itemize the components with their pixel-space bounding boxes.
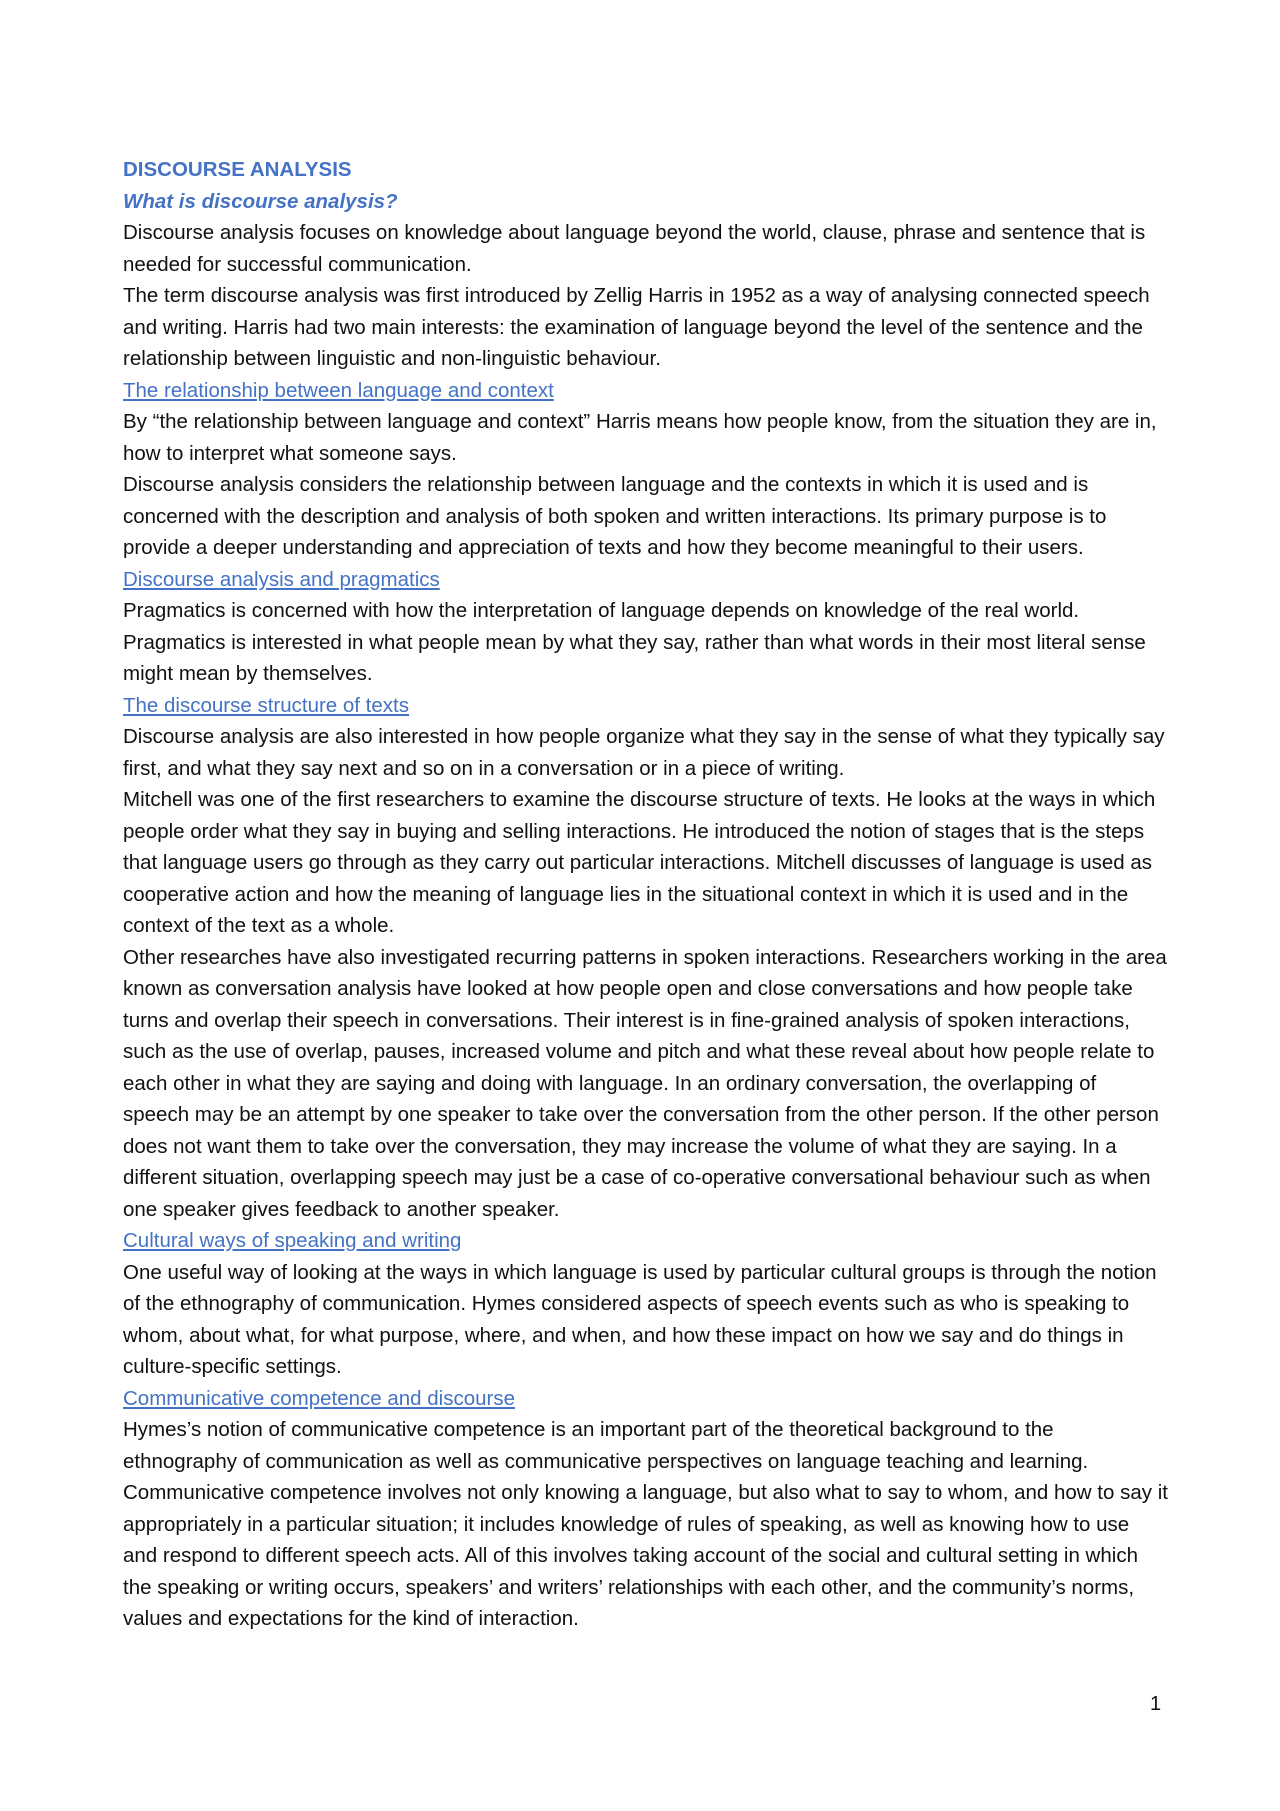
document-subtitle: What is discourse analysis?	[123, 189, 398, 213]
body-paragraph: Other researches have also investigated recurring patterns in spoken interactions. Researchers working in the area known as conversation analysis have looked at how people open and close conversations and how people take turns and overlap their speech in conversations. Their interest is in fine-grained analysis of spoken interactions, such as the use of overlap, pauses, increased volume and pitch and what these reveal about how people relate to each other in what they are saying and doing with language. In an ordinary conversation, the overlapping of speech may be an attempt by one speaker to take over the conversation from the other person. If the other person does not want them to take over the conversation, they may increase the volume of what they are saying. In a different situation, overlapping speech may just be a case of co-operative conversational behaviour such as when one speaker gives feedback to another speaker.	[123, 945, 1167, 1221]
body-paragraph: By “the relationship between language and context” Harris means how people know, from the situation they are in, how to interpret what someone says.	[123, 410, 1157, 465]
section-heading-communicative-competence[interactable]: Communicative competence and discourse	[123, 1386, 515, 1410]
section-heading-cultural-ways[interactable]: Cultural ways of speaking and writing	[123, 1229, 462, 1252]
body-paragraph: One useful way of looking at the ways in which language is used by particular cultural groups is through the notion of the ethnography of communication. Hymes considered aspects of speech events such as who is speaking to whom, about what, for what purpose, where, and when, and how these impact on how we say and do things in culture-specific settings.	[123, 1260, 1157, 1378]
section-heading-pragmatics[interactable]: Discourse analysis and pragmatics	[123, 567, 440, 591]
section-heading-discourse-structure[interactable]: The discourse structure of texts	[123, 693, 409, 717]
document-body	[123, 154, 1168, 1635]
body-paragraph: Discourse analysis focuses on knowledge about language beyond the world, clause, phrase and sentence that is needed for successful communication.	[123, 221, 1146, 276]
body-paragraph: Discourse analysis considers the relationship between language and the contexts in which it is used and is concerned with the description and analysis of both spoken and written interactions. Its primary purpose is to provide a deeper understanding and appreciation of texts and how they become meaningful to their users.	[123, 473, 1107, 559]
document-title: DISCOURSE ANALYSIS	[123, 158, 352, 181]
body-paragraph: Mitchell was one of the first researchers to examine the discourse structure of texts. He looks at the ways in which people order what they say in buying and selling interactions. He introduced the notion of stages that is the steps that language users go through as they carry out particular interactions. Mitchell discusses of language is used as cooperative action and how the meaning of language lies in the situational context in which it is used and in the context of the text as a whole.	[123, 788, 1156, 937]
body-paragraph: The term discourse analysis was first introduced by Zellig Harris in 1952 as a way of analysing connected speech and writing. Harris had two main interests: the examination of language beyond the level of the sentence and the relationship between linguistic and non-linguistic behaviour.	[123, 284, 1150, 370]
body-paragraph: Discourse analysis are also interested in how people organize what they say in the sense of what they typically say first, and what they say next and so on in a conversation or in a piece of writing.	[123, 725, 1165, 780]
section-heading-language-context[interactable]: The relationship between language and context	[123, 378, 554, 402]
page-number: 1	[1150, 1693, 1162, 1715]
body-paragraph: Pragmatics is concerned with how the interpretation of language depends on knowledge of the real world. Pragmatics is interested in what people mean by what they say, rather than what words in their most literal sense might mean by themselves.	[123, 599, 1146, 685]
body-paragraph: Hymes’s notion of communicative competence is an important part of the theoretical background to the ethnography of communication as well as communicative perspectives on language teaching and learning. Communicative competence involves not only knowing a language, but also what to say to whom, and how to say it appropriately in a particular situation; it includes knowledge of rules of speaking, as well as knowing how to use and respond to different speech acts. All of this involves taking account of the social and cultural setting in which the speaking or writing occurs, speakers’ and writers’ relationships with each other, and the community’s norms, values and expectations for the kind of interaction.	[123, 1418, 1168, 1630]
